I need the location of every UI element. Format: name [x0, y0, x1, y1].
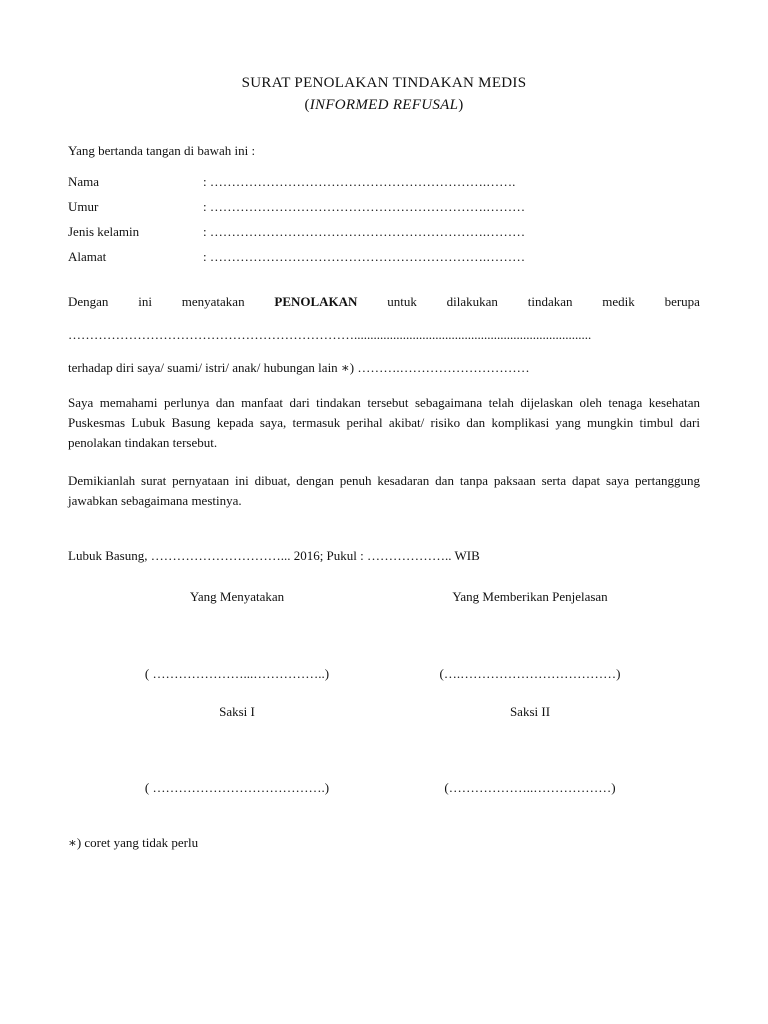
field-label-jenis-kelamin: Jenis kelamin	[68, 224, 140, 239]
field-label-umur: Umur	[68, 199, 99, 214]
statement-dots-line: ………………………………………………………….........................................................................	[68, 327, 592, 342]
field-value-umur: : ……………………………………………………….………	[203, 199, 526, 214]
understanding-paragraph: Saya memahami perlunya dan manfaat dari tindakan tersebut sebagaimana telah dijelaskan oleh tenaga kesehatan Puskesmas Lubuk Basung kepada saya, termasuk perihal akibat/ risiko dan komplikasi yang mungkin timbul dari penolakan tindakan tersebut.	[68, 395, 700, 450]
statement-word: tindakan	[527, 294, 573, 309]
statement-word: medik	[602, 294, 635, 309]
signer-signature-line: ( …………………...……………..)	[144, 666, 330, 681]
statement-word: berupa	[664, 294, 700, 309]
explainer-title: Yang Memberikan Penjelasan	[452, 589, 608, 604]
subtitle-close-paren: )	[458, 97, 464, 113]
statement-target-line: terhadap diri saya/ suami/ istri/ anak/ hubungan lain ∗) ……….…………………………	[68, 360, 530, 375]
subtitle-italic: INFORMED REFUSAL	[309, 97, 459, 113]
statement-word: ini	[138, 294, 152, 309]
place-date-line: Lubuk Basung, …………………………... 2016; Pukul : ……………….. WIB	[68, 548, 480, 563]
witness2-signature-line: (………………..………………)	[444, 780, 616, 795]
explainer-signature-line: (….………………………………)	[439, 666, 621, 681]
witness1-signature-line: ( ………………………………….)	[144, 780, 330, 795]
statement-bold-word: PENOLAKAN	[274, 294, 358, 309]
intro-text: Yang bertanda tangan di bawah ini :	[68, 143, 256, 158]
witness1-title: Saksi I	[219, 704, 255, 719]
footnote: ∗) coret yang tidak perlu	[68, 835, 199, 850]
document-subtitle	[0, 97, 768, 114]
subtitle-open-paren: (	[304, 97, 310, 113]
statement-word: dilakukan	[446, 294, 498, 309]
statement-line	[68, 294, 700, 310]
field-value-alamat: : ……………………………………………………….………	[203, 249, 526, 264]
statement-word: untuk	[387, 294, 417, 309]
statement-word: menyatakan	[181, 294, 245, 309]
field-label-alamat: Alamat	[68, 249, 107, 264]
document-title: SURAT PENOLAKAN TINDAKAN MEDIS	[241, 75, 527, 91]
signer-title: Yang Menyatakan	[189, 589, 285, 604]
field-value-jenis-kelamin: : ……………………………………………………….………	[203, 224, 526, 239]
witness2-title: Saksi II	[509, 704, 551, 719]
field-label-nama: Nama	[68, 174, 100, 189]
field-value-nama: : ……………………………………………………….…….	[203, 174, 516, 189]
statement-word: Dengan	[68, 294, 109, 309]
closing-paragraph: Demikianlah surat pernyataan ini dibuat, dengan penuh kesadaran dan tanpa paksaan serta dapat saya pertanggung jawabkan sebagaimana mestinya.	[68, 473, 700, 508]
